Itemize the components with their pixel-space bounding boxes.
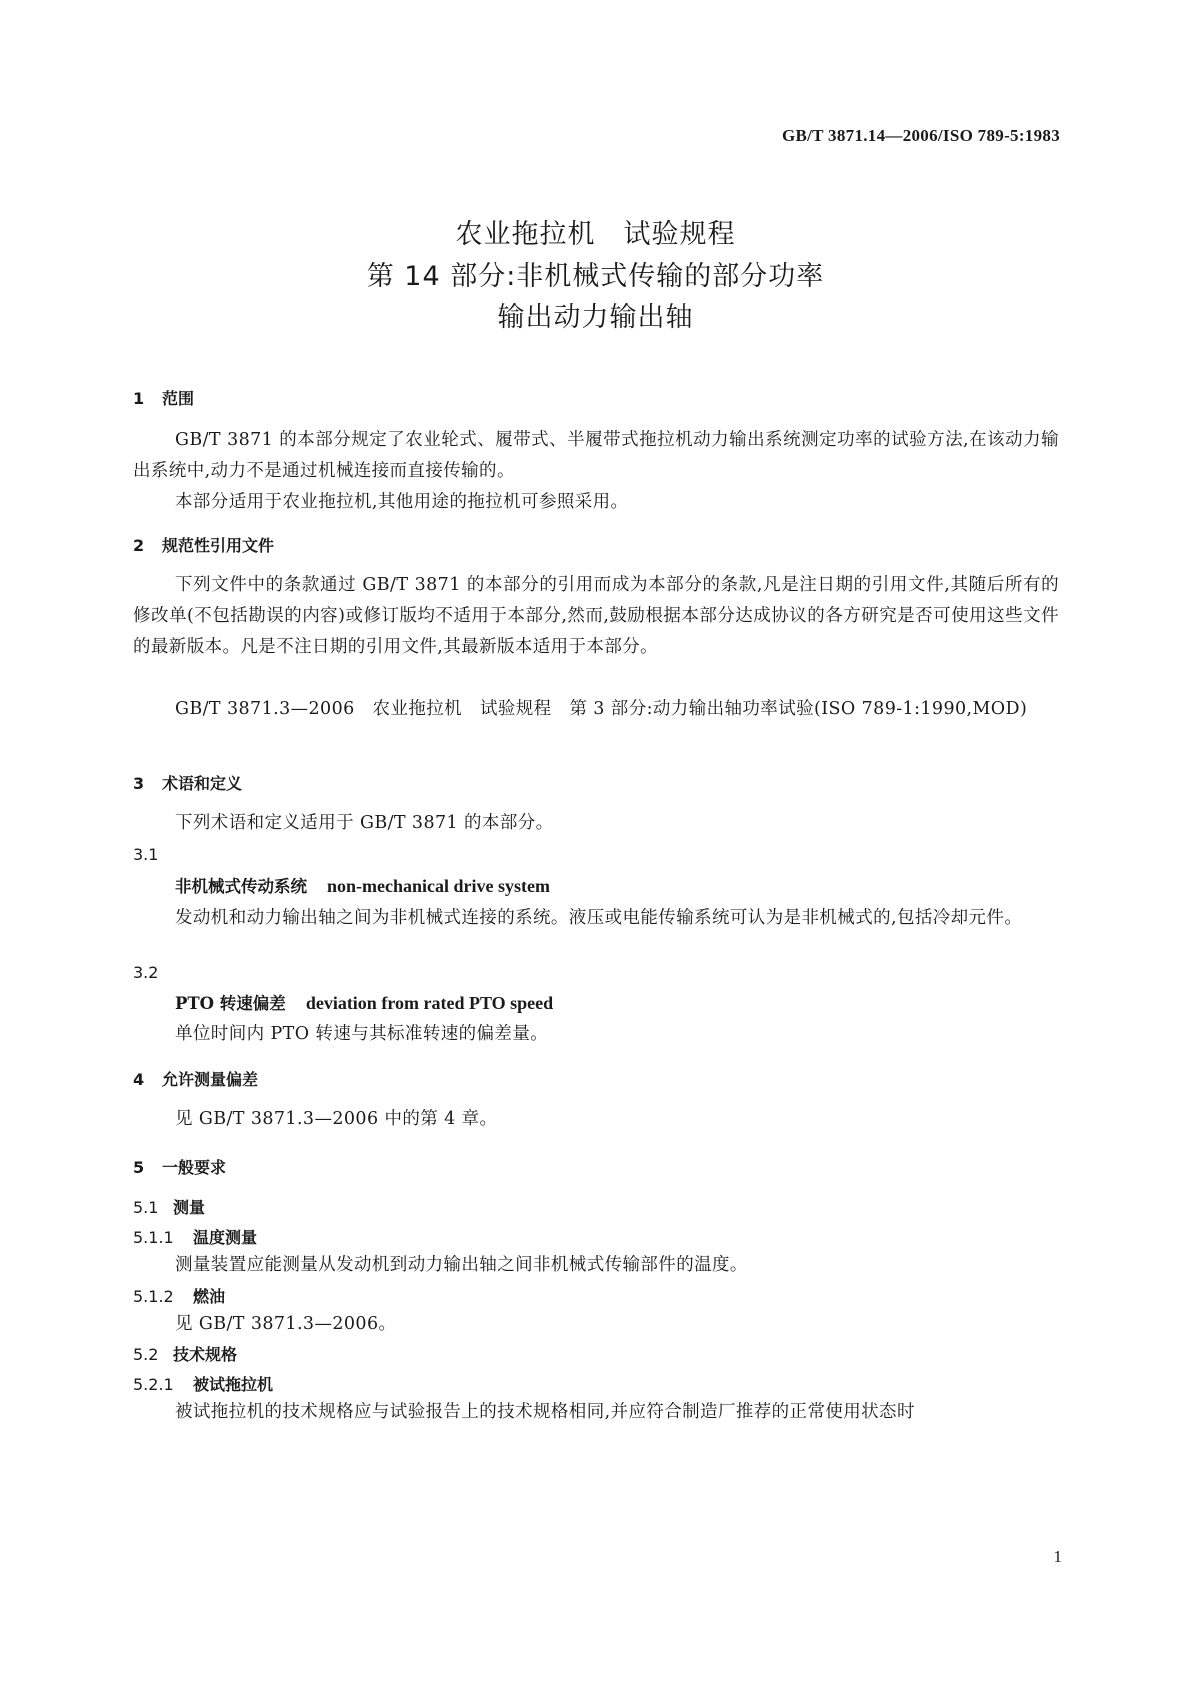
section-3-heading bbox=[133, 771, 242, 794]
section-5-heading bbox=[133, 1155, 226, 1178]
term-3-2-number: 3.2 bbox=[133, 963, 159, 982]
title-line-3: 输出动力输出轴 bbox=[497, 302, 694, 333]
section-title: 燃油 bbox=[193, 1287, 226, 1306]
section-number: 1 bbox=[133, 389, 145, 408]
term-3-2 bbox=[175, 990, 553, 1014]
term-3-1 bbox=[175, 873, 550, 897]
section-number: 3 bbox=[133, 774, 145, 793]
section-title: 术语和定义 bbox=[162, 774, 243, 793]
section-4-paragraph-1: 见 GB/T 3871.3—2006 中的第 4 章。 bbox=[175, 1109, 498, 1129]
section-title: 测量 bbox=[173, 1198, 206, 1217]
section-number: 5.2.1 bbox=[133, 1375, 174, 1394]
section-1-heading bbox=[133, 386, 194, 409]
section-5-1-2-heading bbox=[133, 1284, 225, 1307]
section-title: 范围 bbox=[162, 389, 195, 408]
section-5-1-1-heading bbox=[133, 1225, 257, 1248]
term-english: deviation from rated PTO speed bbox=[305, 993, 554, 1013]
section-5-2-1-paragraph: 被试拖拉机的技术规格应与试验报告上的技术规格相同,并应符合制造厂推荐的正常使用状态时 bbox=[175, 1402, 915, 1422]
section-title: 允许测量偏差 bbox=[162, 1070, 259, 1089]
page-number: 1 bbox=[1053, 1547, 1062, 1566]
section-number: 5 bbox=[133, 1158, 145, 1177]
section-title: 温度测量 bbox=[193, 1228, 258, 1247]
section-number: 5.1.2 bbox=[133, 1287, 174, 1306]
standard-code: GB/T 3871.14—2006/ISO 789-5:1983 bbox=[781, 126, 1060, 145]
term-chinese: PTO 转速偏差 bbox=[175, 994, 286, 1013]
section-title: 技术规格 bbox=[173, 1345, 238, 1364]
section-title: 被试拖拉机 bbox=[193, 1375, 274, 1394]
section-4-heading bbox=[133, 1067, 258, 1090]
title-line-2: 第 14 部分:非机械式传输的部分功率 bbox=[366, 261, 825, 292]
section-5-1-2-paragraph: 见 GB/T 3871.3—2006。 bbox=[175, 1314, 397, 1334]
section-3-paragraph-1: 下列术语和定义适用于 GB/T 3871 的本部分。 bbox=[175, 813, 554, 833]
section-5-2-heading bbox=[133, 1342, 237, 1365]
section-number: 5.2 bbox=[133, 1345, 159, 1364]
section-number: 4 bbox=[133, 1070, 145, 1089]
section-number: 2 bbox=[133, 536, 145, 555]
section-5-1-1-paragraph: 测量装置应能测量从发动机到动力输出轴之间非机械式传输部件的温度。 bbox=[175, 1255, 748, 1275]
term-3-2-definition: 单位时间内 PTO 转速与其标准转速的偏差量。 bbox=[175, 1024, 549, 1044]
section-title: 规范性引用文件 bbox=[162, 536, 275, 555]
section-2-heading bbox=[133, 533, 274, 556]
term-english: non-mechanical drive system bbox=[327, 876, 550, 896]
section-title: 一般要求 bbox=[162, 1158, 227, 1177]
term-3-1-number: 3.1 bbox=[133, 845, 159, 864]
section-5-2-1-heading bbox=[133, 1372, 273, 1395]
term-3-1-definition: 发动机和动力输出轴之间为非机械式连接的系统。液压或电能传输系统可认为是非机械式的,包括冷却元件。 bbox=[175, 908, 1023, 928]
section-number: 5.1 bbox=[133, 1198, 159, 1217]
term-chinese: 非机械式传动系统 bbox=[175, 877, 307, 896]
section-2-paragraph-1: 下列文件中的条款通过 GB/T 3871 的本部分的引用而成为本部分的条款,凡是注日期的引用文件,其随后所有的修改单(不包括勘误的内容)或修订版均不适用于本部分,然而,鼓励根据本部分达成协议的各方研究是否可使用这些文件的最新版本。凡是不注日期的引用文件,其最新版本适用于本部分。 bbox=[133, 575, 1059, 657]
section-2-reference: GB/T 3871.3—2006 农业拖拉机 试验规程 第 3 部分:动力输出轴功率试验(ISO 789-1:1990,MOD) bbox=[175, 699, 1028, 719]
section-1-paragraph-2: 本部分适用于农业拖拉机,其他用途的拖拉机可参照采用。 bbox=[175, 492, 629, 512]
section-number: 5.1.1 bbox=[133, 1228, 174, 1247]
title-line-1: 农业拖拉机 试验规程 bbox=[455, 219, 736, 250]
section-5-1-heading bbox=[133, 1195, 205, 1218]
section-1-paragraph-1: GB/T 3871 的本部分规定了农业轮式、履带式、半履带式拖拉机动力输出系统测定功率的试验方法,在该动力输出系统中,动力不是通过机械连接而直接传输的。 bbox=[133, 430, 1059, 481]
